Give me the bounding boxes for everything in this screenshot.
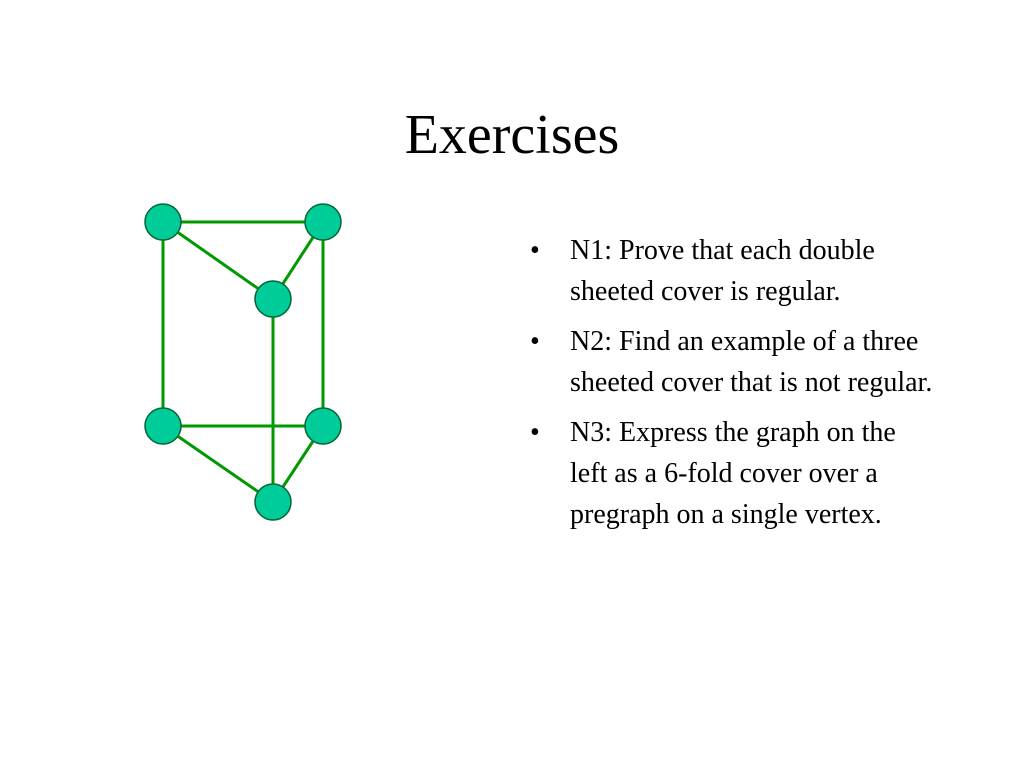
bullet-marker: • xyxy=(530,417,540,448)
graph-vertices xyxy=(145,204,341,520)
exercise-item-n3 xyxy=(530,412,940,535)
graph-vertex-top-right xyxy=(305,204,341,240)
exercise-item-n2 xyxy=(530,321,940,403)
exercise-list xyxy=(530,230,940,544)
graph-vertex-top-left xyxy=(145,204,181,240)
graph-vertex-bottom-left xyxy=(145,408,181,444)
graph-vertex-middle xyxy=(255,281,291,317)
exercise-text: N2: Find an example of a three sheeted cover that is not regular. xyxy=(570,326,933,398)
exercise-item-n1 xyxy=(530,230,940,312)
bullet-marker: • xyxy=(530,326,540,357)
graph-vertex-bottom-right xyxy=(305,408,341,444)
graph-edge-bottom-left-bottom xyxy=(163,426,273,502)
bullet-marker: • xyxy=(530,235,540,266)
exercise-text: N1: Prove that each double sheeted cover is regular. xyxy=(570,235,875,307)
graph-edges xyxy=(163,222,323,502)
graph-vertex-bottom xyxy=(255,484,291,520)
exercise-text: N3: Express the graph on the left as a 6-fold cover over a pregraph on a single vertex. xyxy=(570,417,896,530)
slide-title: Exercises xyxy=(404,104,620,166)
graph-edge-top-left-middle xyxy=(163,222,273,299)
